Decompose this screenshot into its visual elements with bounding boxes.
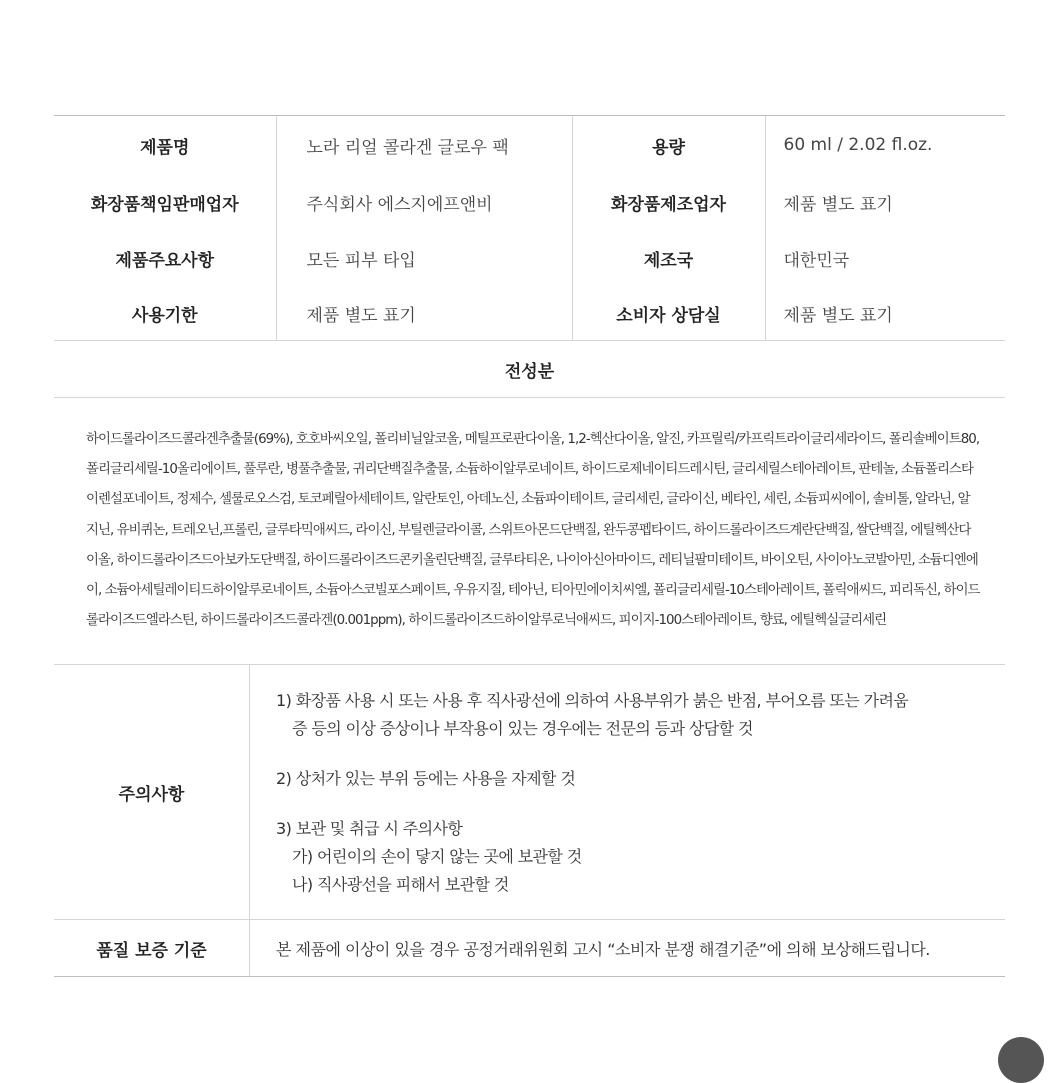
product-info-table (54, 116, 1005, 340)
info-value: 대한민국 (783, 250, 850, 271)
info-value: 60 ml / 2.02 fl.oz. (783, 135, 933, 155)
info-value: 주식회사 에스지에프앤비 (276, 174, 572, 230)
info-label: 사용기한 (54, 286, 276, 340)
info-row (54, 286, 1005, 340)
info-value: 제품 별도 표기 (783, 194, 893, 215)
info-row (54, 116, 1005, 174)
info-label: 제조국 (572, 230, 765, 286)
info-label: 제품주요사항 (54, 230, 276, 286)
info-row (54, 174, 1005, 230)
quality-section (54, 920, 1005, 977)
info-value: 모든 피부 타입 (276, 230, 572, 286)
caution-item-1: 1) 화장품 사용 시 또는 사용 후 직사광선에 의하여 사용부위가 붉은 반점, 부어오름 또는 가려움 (276, 691, 909, 711)
caution-label: 주의사항 (54, 665, 250, 919)
info-label: 용량 (572, 116, 765, 174)
caution-item-3b: 나) 직사광선을 피해서 보관할 것 (292, 875, 509, 895)
caution-item-1-cont: 증 등의 이상 증상이나 부작용이 있는 경우에는 전문의 등과 상담할 것 (292, 719, 753, 739)
scroll-top-button[interactable] (998, 1037, 1044, 1083)
info-value: 제품 별도 표기 (783, 305, 893, 326)
caution-item-2: 2) 상처가 있는 부위 등에는 사용을 자제할 것 (276, 769, 576, 789)
ingredients-list: 하이드롤라이즈드콜라겐추출물(69%), 호호바씨오일, 폴리비닐알코올, 메틸프로판다이올, 1,2-헥산다이올, 알진, 카프릴릭/카프릭트라이글리세라이드, 폴리솔베이트80, 폴리글리세릴-10올리에이트, 풀루란, 병풀추출물, 귀리단백질추출물, 소듐하이알루로네이트, 하이드로제네이티드레시틴, 글리세릴스테아레이트, 판테놀, 소듐폴리스타이렌설포네이트, 정제수, 셀룰로오스검, 토코페릴아세테이트, 알란토인, 아데노신, 소듐파이테이트, 글리세린, 글라이신, 베타인, 세린, 소듐피씨에이, 솔비톨, 알라닌, 알지닌, 유비퀴논, 트레오닌,프롤린, 글루타믹애씨드, 라이신, 부틸렌글라이콜, 스위트아몬드단백질, 완두콩펩타이드, 하이드롤라이즈드계란단백질, 쌀단백질, 에틸헥산다이올, 하이드롤라이즈드아보카도단백질, 하이드롤라이즈드콘키올린단백질, 글루타티온, 나이아신아마이드, 레티닐팔미테이트, 바이오틴, 사이아노코발아민, 소듐디엔에이, 소듐아세틸레이티드하이알루로네이트, 소듐아스코빌포스페이트, 우유지질, 테아닌, 티아민에이치씨엘, 폴리글리세릴-10스테아레이트, 폴릭애씨드, 피리독신, 하이드롤라이즈드엘라스틴, 하이드롤라이즈드콜라겐(0.001ppm), 하이드롤라이즈드하이알루로닉애씨드, 피이지-100스테아레이트, 향료, 에틸헥실글리세린 (54, 398, 1005, 665)
product-info-sheet (54, 115, 1005, 977)
info-row (54, 230, 1005, 286)
info-label: 화장품제조업자 (572, 174, 765, 230)
quality-label: 품질 보증 기준 (54, 920, 250, 976)
info-label: 화장품책임판매업자 (54, 174, 276, 230)
info-value: 노라 리얼 콜라겐 글로우 팩 (276, 116, 572, 174)
caution-item-3: 3) 보관 및 취급 시 주의사항 (276, 819, 463, 839)
info-value: 제품 별도 표기 (276, 286, 572, 340)
caution-item-3a: 가) 어린이의 손이 닿지 않는 곳에 보관할 것 (292, 847, 582, 867)
info-label: 소비자 상담실 (572, 286, 765, 340)
caution-body (250, 665, 908, 919)
caution-section (54, 665, 1005, 920)
quality-text: 본 제품에 이상이 있을 경우 공정거래위원회 고시 “소비자 분쟁 해결기준”에 의해 보상해드립니다. (276, 939, 930, 959)
info-label: 제품명 (54, 116, 276, 174)
ingredients-title: 전성분 (54, 340, 1005, 398)
